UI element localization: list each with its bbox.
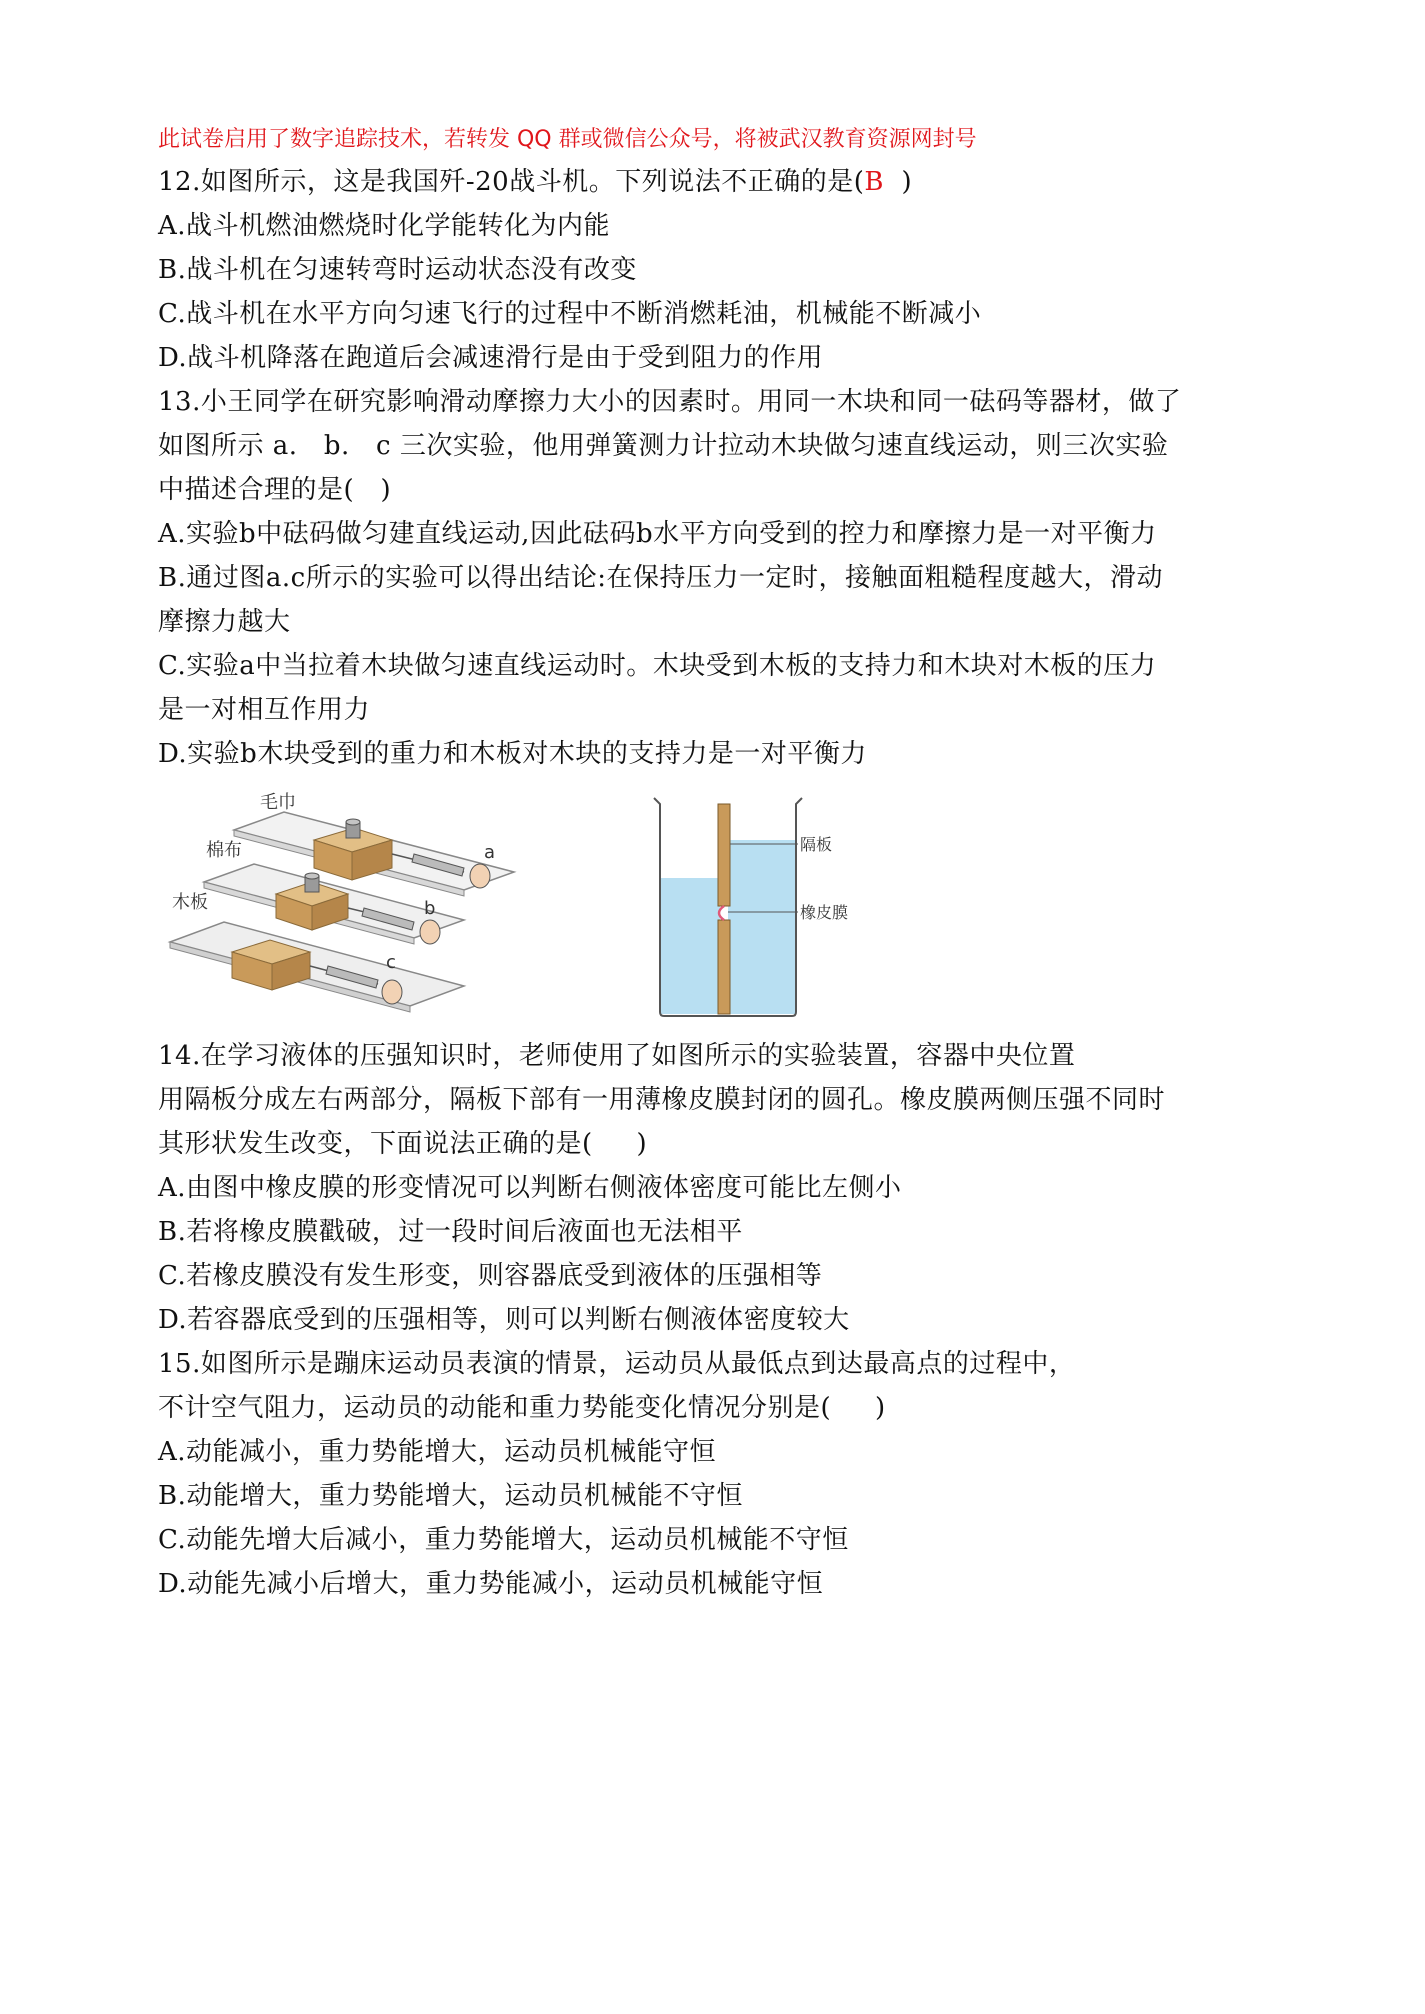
q14-stem-line: 用隔板分成左右两部分，隔板下部有一用薄橡皮膜封闭的圆孔。橡皮膜两侧压强不同时: [158, 1085, 1166, 1115]
q14-stem-line: 14.在学习液体的压强知识时，老师使用了如图所示的实验装置，容器中央位置: [158, 1041, 1076, 1071]
q13-option-c: C.实验a中当拉着木块做匀速直线运动时。木块受到木板的支持力和木块对木板的压力: [158, 651, 1157, 681]
label-b: b: [424, 898, 436, 919]
question-12: [158, 160, 1278, 380]
q13-option-b: B.通过图a.c所示的实验可以得出结论:在保持压力一定时，接触面粗糙程度越大，滑动: [158, 563, 1163, 593]
q13-option-d: D.实验b木块受到的重力和木板对木块的支持力是一对平衡力: [158, 739, 867, 769]
q12-option-b: B.战斗机在匀速转弯时运动状态没有改变: [158, 255, 637, 285]
friction-experiment-figure: [164, 790, 544, 1020]
q15-stem-line: 不计空气阻力，运动员的动能和重力势能变化情况分别是( ): [158, 1393, 886, 1423]
q13-option-b-cont: 摩擦力越大: [158, 607, 291, 637]
question-15: [158, 1342, 1278, 1606]
label-c: c: [386, 952, 396, 973]
q13-stem-line: 13.小王同学在研究影响滑动摩擦力大小的因素时。用同一木块和同一砝码等器材，做了: [158, 387, 1182, 417]
q15-stem-line: 15.如图所示是蹦床运动员表演的情景，运动员从最低点到达最高点的过程中，: [158, 1349, 1076, 1379]
copyright-notice: 此试卷启用了数字追踪技术，若转发 QQ 群或微信公众号，将被武汉教育资源网封号: [158, 127, 977, 152]
left-liquid: [660, 878, 720, 1014]
partition-upper: [718, 804, 730, 906]
figures-row: [158, 790, 1278, 1022]
q15-option-a: A.动能减小，重力势能增大，运动员机械能守恒: [158, 1437, 717, 1467]
q12-option-a: A.战斗机燃油燃烧时化学能转化为内能: [158, 211, 611, 241]
q12-option-d: D.战斗机降落在跑道后会减速滑行是由于受到阻力的作用: [158, 343, 824, 373]
question-14: [158, 1034, 1278, 1342]
label-towel: 毛巾: [260, 792, 296, 813]
q14-option-d: D.若容器底受到的压强相等，则可以判断右侧液体密度较大: [158, 1305, 850, 1335]
label-board: 木板: [172, 892, 208, 913]
q15-option-c: C.动能先增大后减小，重力势能增大，运动员机械能不守恒: [158, 1525, 849, 1555]
q14-option-c: C.若橡皮膜没有发生形变，则容器底受到液体的压强相等: [158, 1261, 823, 1291]
q12-answer: B: [864, 167, 884, 197]
q12-option-c: C.战斗机在水平方向匀速飞行的过程中不断消燃耗油，机械能不断减小: [158, 299, 982, 329]
label-a: a: [484, 842, 496, 863]
q13-stem-line: 中描述合理的是( ): [158, 475, 392, 505]
q14-option-b: B.若将橡皮膜戳破，过一段时间后液面也无法相平: [158, 1217, 743, 1247]
right-liquid: [728, 840, 796, 1014]
q13-option-c-cont: 是一对相互作用力: [158, 695, 371, 725]
q15-option-b: B.动能增大，重力势能增大，运动员机械能不守恒: [158, 1481, 743, 1511]
q14-stem-line: 其形状发生改变，下面说法正确的是( ): [158, 1129, 648, 1159]
label-membrane: 橡皮膜: [800, 903, 849, 922]
partition-lower: [718, 920, 730, 1014]
exam-page: [158, 120, 1278, 1606]
q13-option-a: A.实验b中砝码做匀建直线运动,因此砝码b水平方向受到的控力和摩擦力是一对平衡力: [158, 519, 1157, 549]
q13-stem-line: 如图所示 a. b. c 三次实验，他用弹簧测力计拉动木块做匀速直线运动，则三次实验: [158, 431, 1169, 461]
label-cotton: 棉布: [206, 840, 242, 861]
q12-stem-after: ): [883, 167, 913, 197]
q12-stem: [158, 160, 1278, 204]
q14-option-a: A.由图中橡皮膜的形变情况可以判断右侧液体密度可能比左侧小: [158, 1173, 902, 1203]
question-13: [158, 380, 1278, 776]
label-partition: 隔板: [800, 835, 833, 854]
liquid-pressure-container-figure: [648, 794, 908, 1020]
q12-stem-before: 12.如图所示，这是我国歼-20战斗机。下列说法不正确的是(: [158, 167, 865, 197]
q15-option-d: D.动能先减小后增大，重力势能减小，运动员机械能守恒: [158, 1569, 824, 1599]
